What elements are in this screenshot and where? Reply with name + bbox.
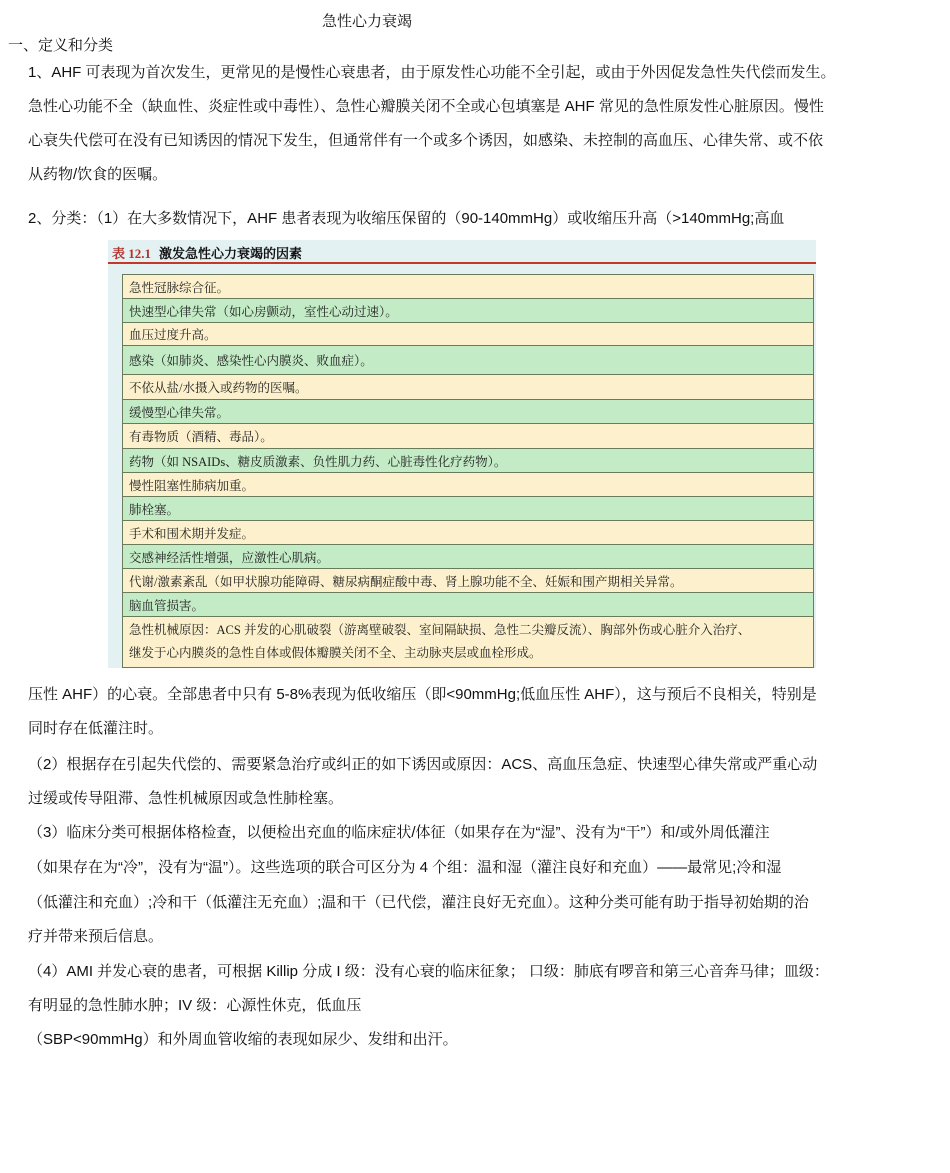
paragraph-line: （低灌注和充血）;冷和干（低灌注无充血）;温和干（已代偿，灌注良好无充血）。这种分类可能有助于指导初始期的治 [28,894,809,911]
table-row: 快速型心律失常（如心房颤动，室性心动过速）。 [123,299,813,323]
table-body [122,274,814,668]
paragraph-line: 1、AHF 可表现为首次发生，更常见的是慢性心衰患者，由于原发性心功能不全引起，或由于外因促发急性失代偿而发生。 [28,64,836,81]
factors-table [108,240,816,668]
table-row: 药物（如 NSAIDs、糖皮质激素、负性肌力药、心脏毒性化疗药物）。 [123,449,813,473]
paragraph-line: 压性 AHF）的心衰。全部患者中只有 5-8%表现为低收缩压（即<90mmHg;低血压性 AHF），这与预后不良相关，特别是 [28,686,817,703]
paragraph-line: 有明显的急性肺水肿；IV 级：心源性休克，低血压 [28,997,362,1014]
table-row [123,617,813,667]
table-caption [112,243,302,262]
paragraph-line: （SBP<90mmHg）和外周血管收缩的表现如尿少、发绀和出汗。 [28,1031,458,1048]
table-row: 脑血管损害。 [123,593,813,617]
table-row: 手术和围术期并发症。 [123,521,813,545]
table-row: 缓慢型心律失常。 [123,400,813,424]
section-heading: 一、定义和分类 [8,37,114,54]
paragraph-line: （3）临床分类可根据体格检查，以便检出充血的临床症状/体征（如果存在为“湿”、没有为“干”）和/或外周低灌注 [28,824,770,841]
table-row: 不依从盐/水摄入或药物的医嘱。 [123,375,813,400]
paragraph-line: 急性心功能不全（缺血性、炎症性或中毒性）、急性心瓣膜关闭不全或心包填塞是 AHF 常见的急性原发性心脏原因。慢性 [28,98,824,115]
paragraph-line: 同时存在低灌注时。 [28,720,164,737]
table-row: 交感神经活性增强，应激性心肌病。 [123,545,813,569]
paragraph-line: （2）根据存在引起失代偿的、需要紧急治疗或纠正的如下诱因或原因：ACS、高血压急症、快速型心律失常或严重心动 [28,756,818,773]
page-title: 急性心力衰竭 [322,13,413,30]
table-row: 肺栓塞。 [123,497,813,521]
paragraph-line: 2、分类：（1）在大多数情况下，AHF 患者表现为收缩压保留的（90-140mmHg）或收缩压升高（>140mmHg;高血 [28,210,785,227]
table-row-line: 急性机械原因：ACS 并发的心肌破裂（游离壁破裂、室间隔缺损、急性二尖瓣反流）、胸部外伤或心脏介入治疗、 [129,623,751,637]
paragraph-line: 心衰失代偿可在没有已知诱因的情况下发生，但通常伴有一个或多个诱因，如感染、未控制的高血压、心律失常、或不依 [28,132,824,149]
paragraph-line: 疗并带来预后信息。 [28,928,164,945]
table-title: 激发急性心力衰竭的因素 [159,246,303,261]
paragraph-line: （4）AMI 并发心衰的患者，可根据 Killip 分成 I 级：没有心衰的临床征象； 口级：肺底有啰音和第三心音奔马律；皿级： [28,963,829,980]
table-row-line: 继发于心内膜炎的急性自体或假体瓣膜关闭不全、主动脉夹层或血栓形成。 [129,646,542,660]
table-row: 代谢/激素紊乱（如甲状腺功能障碍、糖尿病酮症酸中毒、肾上腺功能不全、妊娠和围产期相关异常。 [123,569,813,593]
table-row: 急性冠脉综合征。 [123,275,813,299]
table-row: 血压过度升高。 [123,323,813,346]
table-number: 表 12.1 [112,246,152,261]
caption-rule [108,262,816,264]
paragraph-line: （如果存在为“冷”，没有为“温”）。这些选项的联合可区分为 4 个组：温和湿（灌注良好和充血）——最常见;冷和湿 [28,859,782,876]
paragraph-line: 过缓或传导阻滞、急性机械原因或急性肺栓塞。 [28,790,344,807]
table-row: 有毒物质（酒精、毒品）。 [123,424,813,449]
table-row: 慢性阻塞性肺病加重。 [123,473,813,497]
paragraph-line: 从药物/饮食的医嘱。 [28,166,168,183]
table-row: 感染（如肺炎、感染性心内膜炎、败血症）。 [123,346,813,375]
